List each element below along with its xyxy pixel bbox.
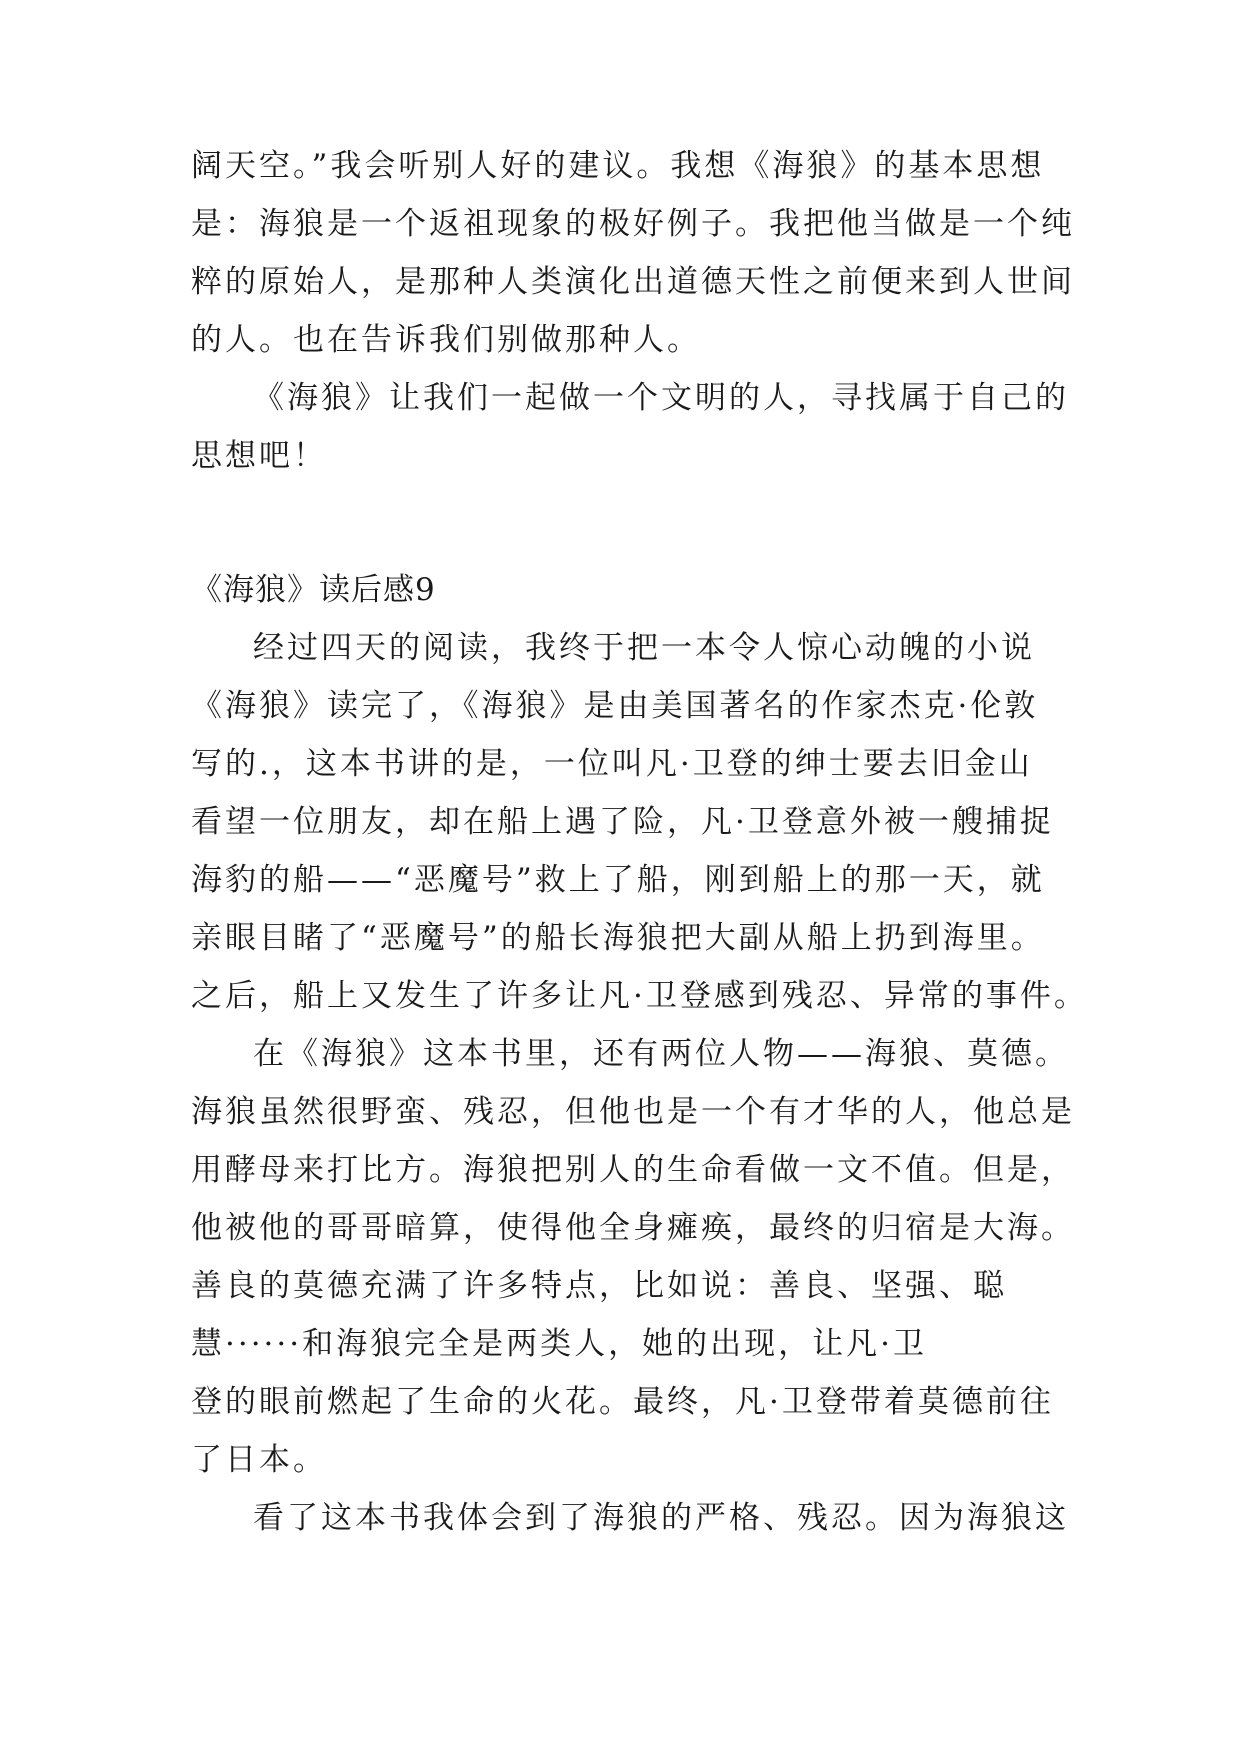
- text-line: 了日本。: [191, 1442, 327, 1478]
- text-line: 登的眼前燃起了生命的火花。最终，凡·卫登带着莫德前往: [191, 1384, 1054, 1420]
- paragraph-first-line: 看了这本书我体会到了海狼的严格、残忍。因为海狼这: [253, 1500, 1069, 1536]
- text-line: 看望一位朋友，却在船上遇了险，凡·卫登意外被一艘捕捉: [191, 804, 1054, 840]
- text-line: 阔天空。”我会听别人好的建议。我想《海狼》的基本思想: [191, 148, 1045, 184]
- text-line: 海狼虽然很野蛮、残忍，但他也是一个有才华的人，他总是: [191, 1094, 1075, 1130]
- text-line: 慧······和海狼完全是两类人，她的出现，让凡·卫: [191, 1326, 927, 1362]
- text-line: 是：海狼是一个返祖现象的极好例子。我把他当做是一个纯: [191, 206, 1075, 242]
- paragraph-first-line: 经过四天的阅读，我终于把一本令人惊心动魄的小说: [253, 630, 1035, 666]
- text-line: 善良的莫德充满了许多特点，比如说：善良、坚强、聪: [191, 1268, 1007, 1304]
- paragraph-first-line: 《海狼》让我们一起做一个文明的人，寻找属于自己的: [253, 380, 1069, 416]
- section-title: 《海狼》读后感9: [191, 572, 436, 608]
- text-line: 《海狼》读完了，《海狼》是由美国著名的作家杰克·伦敦: [191, 688, 1039, 724]
- text-line: 亲眼目睹了“恶魔号”的船长海狼把大副从船上扔到海里。: [191, 920, 1045, 956]
- text-line: 用酵母来打比方。海狼把别人的生命看做一文不值。但是，: [191, 1152, 1075, 1188]
- text-line: 写的.，这本书讲的是，一位叫凡·卫登的绅士要去旧金山: [191, 746, 1033, 782]
- text-line: 粹的原始人，是那种人类演化出道德天性之前便来到人世间: [191, 264, 1075, 300]
- text-line: 的人。也在告诉我们别做那种人。: [191, 322, 701, 358]
- text-line: 他被他的哥哥暗算，使得他全身瘫痪，最终的归宿是大海。: [191, 1210, 1075, 1246]
- text-line: 海豹的船——“恶魔号”救上了船，刚到船上的那一天，就: [191, 862, 1045, 898]
- text-line: 之后，船上又发生了许多让凡·卫登感到残忍、异常的事件。: [191, 978, 1088, 1014]
- text-line: 思想吧！: [191, 438, 327, 474]
- paragraph-first-line: 在《海狼》这本书里，还有两位人物——海狼、莫德。: [253, 1036, 1069, 1072]
